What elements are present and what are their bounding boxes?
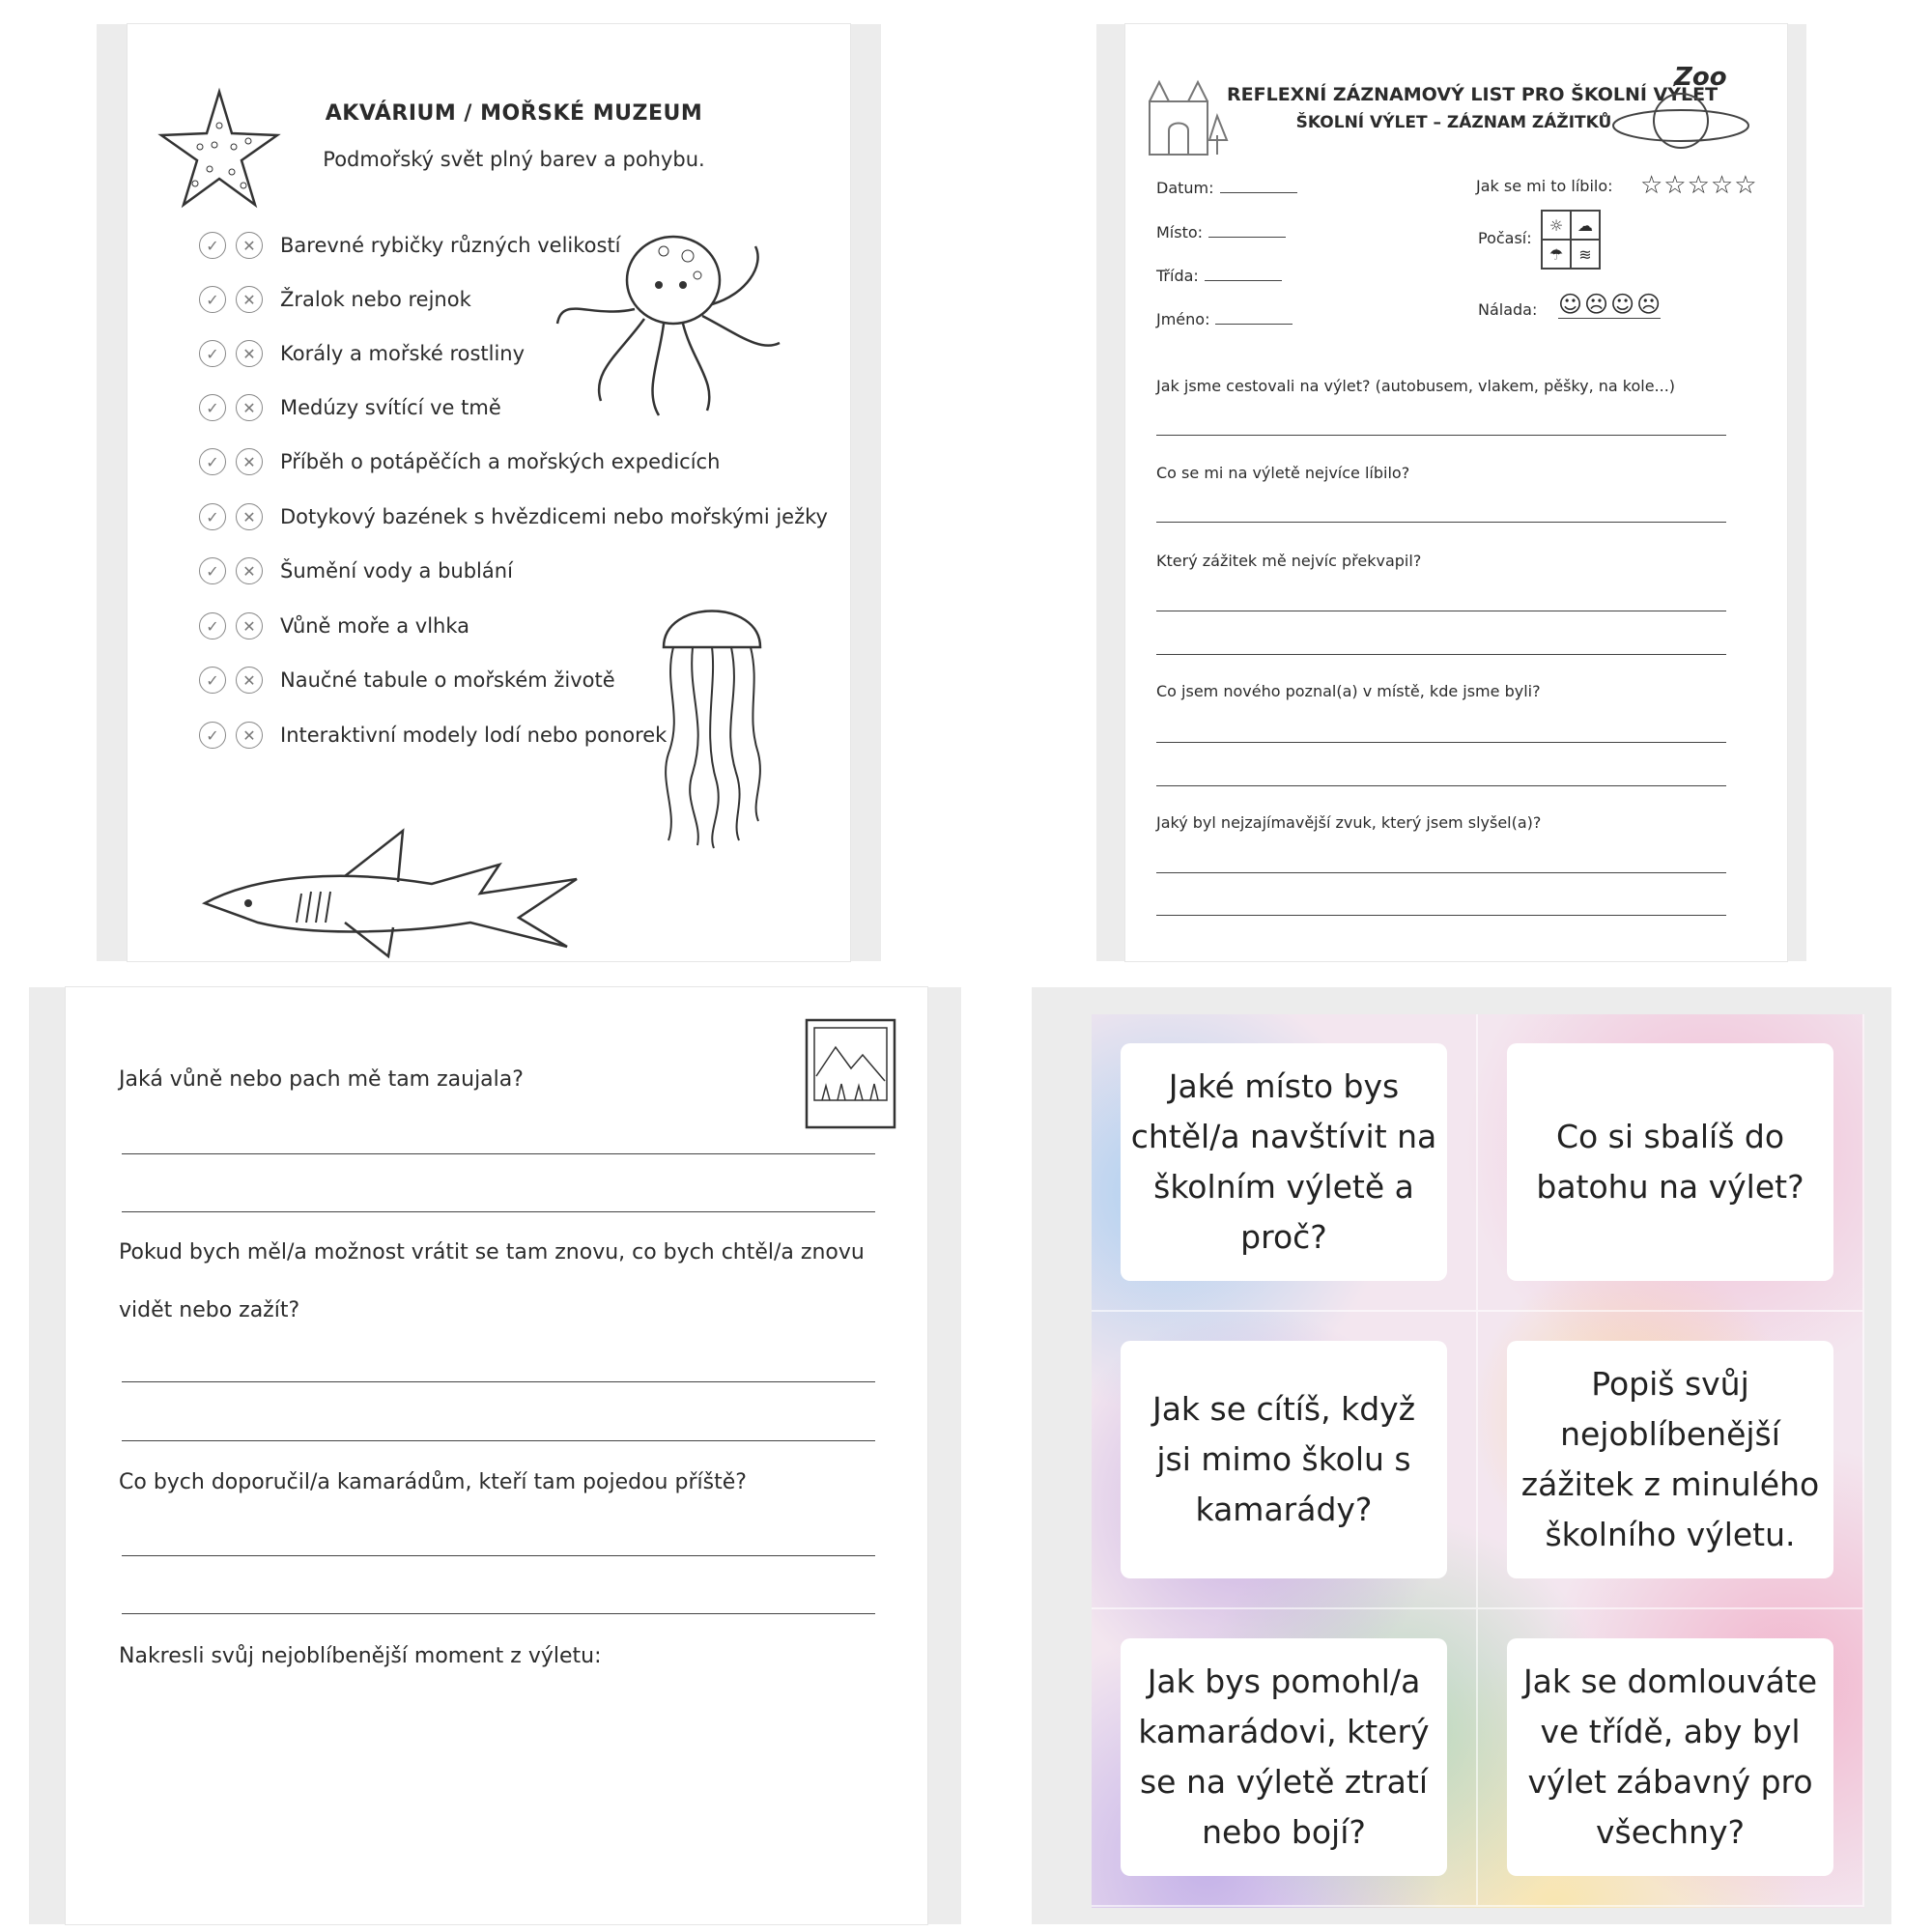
question-card[interactable] [1092, 1014, 1478, 1312]
card-text: Jak bys pomohl/a kamarádovi, který se na výletě ztratí nebo bojí? [1121, 1638, 1447, 1876]
umbrella-icon[interactable]: ☂ [1542, 240, 1571, 269]
cloud-icon[interactable]: ☁ [1571, 211, 1600, 240]
card-text: Co si sbalíš do batohu na výlet? [1507, 1043, 1833, 1281]
name-label: Jméno: [1156, 310, 1210, 328]
checklist-item-label: Šumění vody a bublání [280, 559, 513, 582]
answer-line[interactable] [1156, 435, 1726, 436]
reflection-subtitle: ŠKOLNÍ VÝLET – ZÁZNAM ZÁŽITKŮ [1295, 113, 1612, 132]
mood-label: Nálada: [1478, 300, 1538, 319]
checklist-item-label: Naučné tabule o mořském životě [280, 668, 615, 692]
mood-faces [1558, 291, 1661, 319]
check-icon[interactable]: ✓ [199, 394, 226, 421]
question-sound: Jaký byl nejzajímavější zvuk, který jsem slyšel(a)? [1156, 813, 1542, 832]
sad-face-icon[interactable]: ☹ [1636, 291, 1662, 318]
octopus-icon [553, 227, 784, 420]
check-icon[interactable]: ✓ [199, 503, 226, 530]
answer-line[interactable] [1156, 654, 1726, 655]
question-card[interactable] [1092, 1312, 1478, 1609]
question-return-cont: vidět nebo zažít? [119, 1298, 300, 1322]
cross-icon[interactable]: ✕ [236, 503, 263, 530]
star-rating[interactable]: ☆☆☆☆☆ [1640, 171, 1758, 200]
checklist-item-label: Interaktivní modely lodí nebo ponorek [280, 724, 668, 747]
aquarium-subtitle: Podmořský svět plný barev a pohybu. [323, 148, 705, 171]
answer-line[interactable] [1156, 872, 1726, 873]
aquarium-checklist-sheet [128, 24, 850, 961]
answer-line[interactable] [1156, 785, 1726, 786]
happy-face-icon[interactable]: ☺ [1610, 291, 1635, 318]
sad-face-icon[interactable]: ☹ [1584, 291, 1609, 318]
question-card[interactable] [1478, 1609, 1864, 1907]
cross-icon[interactable]: ✕ [236, 667, 263, 694]
check-icon[interactable]: ✓ [199, 557, 226, 584]
cross-icon[interactable]: ✕ [236, 286, 263, 313]
date-label: Datum: [1156, 179, 1214, 197]
question-liked: Co se mi na výletě nejvíce líbilo? [1156, 464, 1410, 482]
shark-icon [200, 826, 586, 961]
happy-face-icon[interactable]: ☺ [1558, 291, 1583, 318]
checklist-item [199, 663, 615, 697]
answer-line[interactable] [122, 1153, 875, 1154]
checklist-item-label: Korály a mořské rostliny [280, 342, 526, 365]
checklist-item-label: Medúzy svítící ve tmě [280, 396, 501, 419]
question-recommend: Co bych doporučil/a kamarádům, kteří tam pojedou příště? [119, 1470, 747, 1494]
date-field[interactable] [1156, 179, 1297, 197]
cross-icon[interactable]: ✕ [236, 394, 263, 421]
check-icon[interactable]: ✓ [199, 722, 226, 749]
checklist-item [199, 282, 471, 317]
card-text: Jak se cítíš, když jsi mimo školu s kamarády? [1121, 1341, 1447, 1578]
checklist-item [199, 499, 828, 534]
answer-line[interactable] [122, 1613, 875, 1614]
aquarium-title: AKVÁRIUM / MOŘSKÉ MUZEUM [325, 101, 703, 126]
checklist-item [199, 390, 501, 425]
checklist-item-label: Dotykový bazének s hvězdicemi nebo mořskými ježky [280, 505, 828, 528]
stamp-icon [805, 1018, 896, 1129]
answer-line[interactable] [1156, 522, 1726, 523]
cross-icon[interactable]: ✕ [236, 722, 263, 749]
check-icon[interactable]: ✓ [199, 232, 226, 259]
checklist-item-label: Barevné rybičky různých velikostí [280, 234, 621, 257]
place-field[interactable] [1156, 223, 1286, 242]
cross-icon[interactable]: ✕ [236, 612, 263, 639]
question-smell: Jaká vůně nebo pach mě tam zaujala? [119, 1067, 524, 1092]
answer-line[interactable] [122, 1211, 875, 1212]
answer-line[interactable] [1156, 742, 1726, 743]
checklist-item [199, 554, 513, 588]
question-learned: Co jsem nového poznal(a) v místě, kde jsme byli? [1156, 682, 1541, 700]
check-icon[interactable]: ✓ [199, 448, 226, 475]
postcard-sheet [66, 987, 927, 1924]
wind-icon[interactable]: ≋ [1571, 240, 1600, 269]
starfish-icon [156, 87, 282, 213]
weather-grid [1541, 210, 1601, 270]
rating-label: Jak se mi to líbilo: [1476, 177, 1613, 195]
question-travel: Jak jsme cestovali na výlet? (autobusem, vlakem, pěšky, na kole...) [1156, 377, 1676, 395]
cross-icon[interactable]: ✕ [236, 340, 263, 367]
weather-label: Počasí: [1478, 229, 1532, 247]
answer-line[interactable] [122, 1555, 875, 1556]
checklist-item-label: Příběh o potápěčích a mořských expedicích [280, 450, 721, 473]
check-icon[interactable]: ✓ [199, 286, 226, 313]
place-label: Místo: [1156, 223, 1204, 242]
reflection-sheet [1125, 24, 1787, 961]
zoo-label: Zoo [1674, 63, 1727, 92]
check-icon[interactable]: ✓ [199, 340, 226, 367]
question-card[interactable] [1478, 1014, 1864, 1312]
answer-line[interactable] [122, 1381, 875, 1382]
checklist-item [199, 336, 525, 371]
answer-line[interactable] [1156, 915, 1726, 916]
check-icon[interactable]: ✓ [199, 667, 226, 694]
cross-icon[interactable]: ✕ [236, 557, 263, 584]
card-text: Jak se domlouváte ve třídě, aby byl výlet zábavný pro všechny? [1507, 1638, 1833, 1876]
class-label: Třída: [1156, 267, 1199, 285]
checklist-item [199, 444, 720, 479]
question-return: Pokud bych měl/a možnost vrátit se tam znovu, co bych chtěl/a znovu [119, 1240, 865, 1264]
cross-icon[interactable]: ✕ [236, 232, 263, 259]
checklist-item-label: Žralok nebo rejnok [280, 288, 471, 311]
card-text: Popiš svůj nejoblíbenější zážitek z minulého školního výletu. [1507, 1341, 1833, 1578]
reflection-title: REFLEXNÍ ZÁZNAMOVÝ LIST PRO ŠKOLNÍ VÝLET [1227, 84, 1719, 105]
castle-icon [1140, 63, 1236, 159]
card-text: Jaké místo bys chtěl/a navštívit na školním výletě a proč? [1121, 1043, 1447, 1281]
cross-icon[interactable]: ✕ [236, 448, 263, 475]
question-card[interactable] [1092, 1609, 1478, 1907]
question-card[interactable] [1478, 1312, 1864, 1609]
jellyfish-icon [654, 589, 770, 850]
name-field[interactable] [1156, 310, 1293, 328]
check-icon[interactable]: ✓ [199, 612, 226, 639]
class-field[interactable] [1156, 267, 1282, 285]
answer-line[interactable] [122, 1440, 875, 1441]
sun-icon[interactable]: ☼ [1542, 211, 1571, 240]
drawing-prompt: Nakresli svůj nejoblíbenější moment z výletu: [119, 1644, 602, 1668]
checklist-item [199, 718, 667, 753]
checklist-item [199, 609, 469, 643]
checklist-item-label: Vůně moře a vlhka [280, 614, 470, 638]
question-cards-grid [1092, 1014, 1864, 1908]
question-surprised: Který zážitek mě nejvíc překvapil? [1156, 552, 1422, 570]
